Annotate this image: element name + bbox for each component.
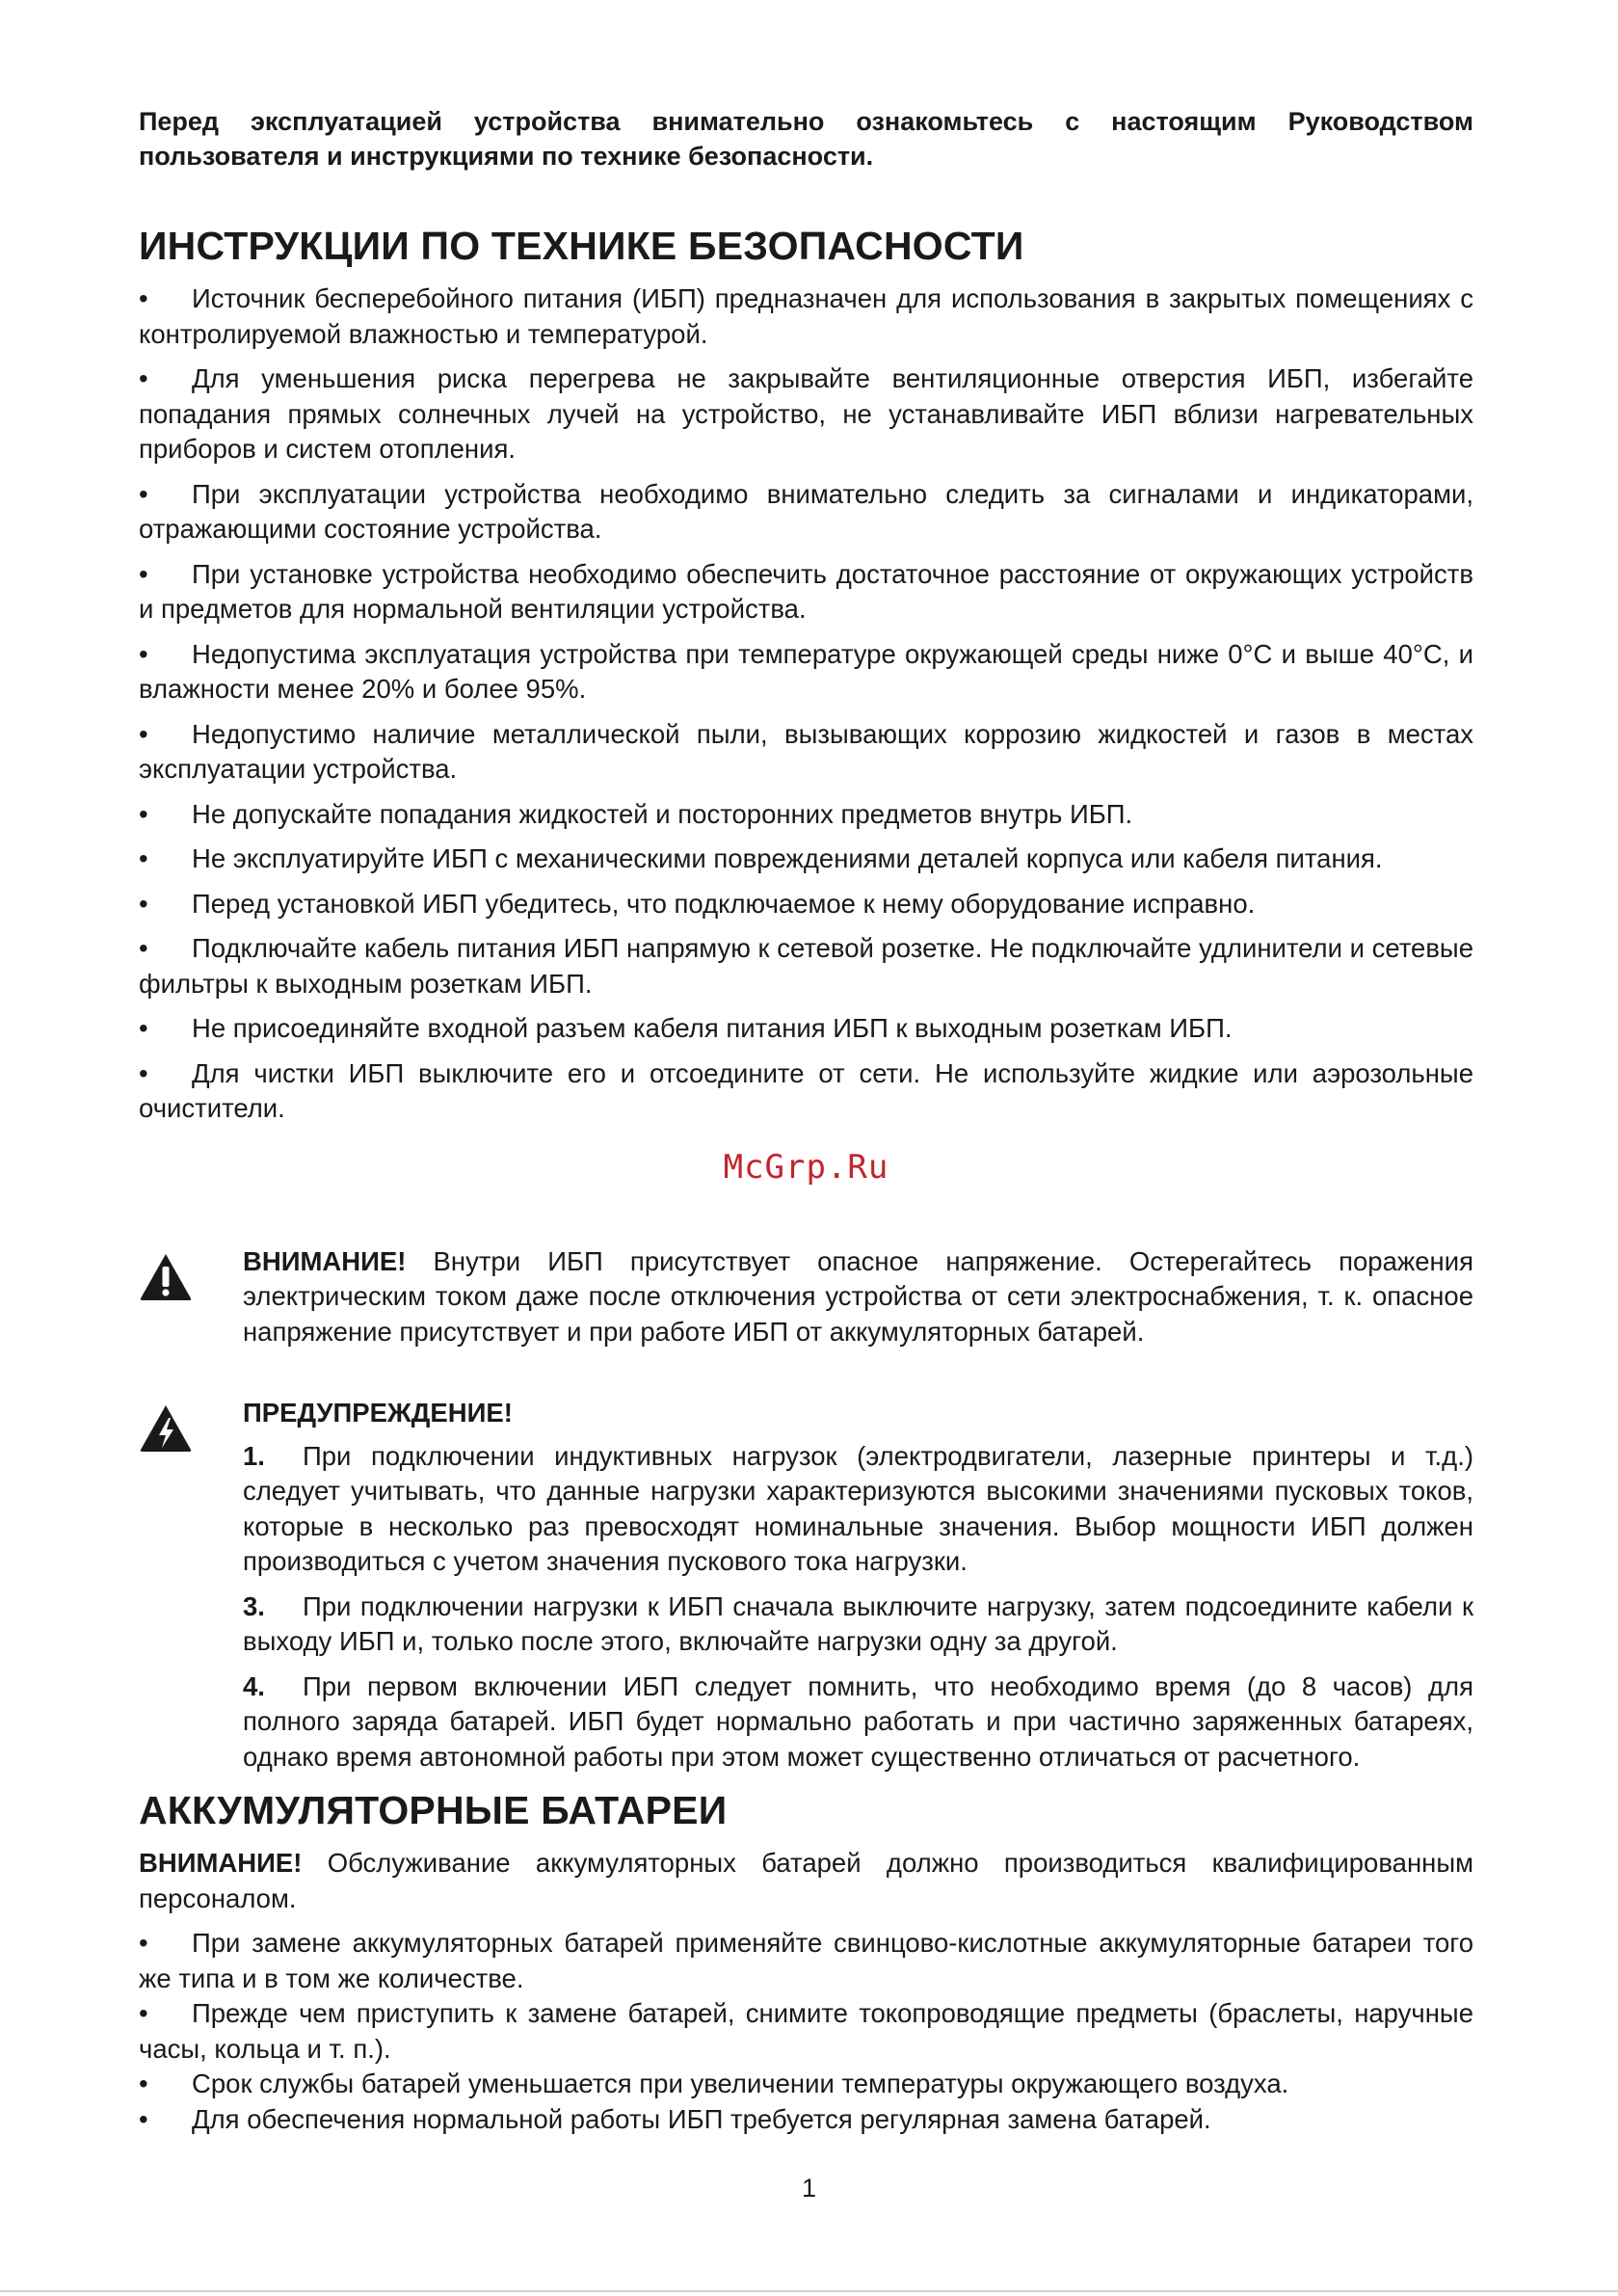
list-item: • Не присоединяйте входной разъем кабеля питания ИБП к выходным розеткам ИБП. (139, 1011, 1473, 1047)
bullet: • (139, 478, 148, 509)
bullet: • (139, 843, 148, 873)
list-item: • Не допускайте попадания жидкостей и посторонних предметов внутрь ИБП. (139, 797, 1473, 833)
list-item: • При замене аккумуляторных батарей применяйте свинцово-кислотные аккумуляторные батареи того же типа и в том же количестве. (139, 1928, 1473, 1993)
batteries-section (139, 1786, 1473, 2137)
list-item: • Прежде чем приступить к замене батарей, снимите токопроводящие предметы (браслеты, наручные часы, кольца и т. п.). (139, 1998, 1473, 2064)
watermark-link[interactable]: McGrp.Ru (723, 1147, 889, 1187)
bullet: • (139, 2103, 148, 2134)
warning-note (139, 1396, 1473, 1775)
numbered-item: 4. При первом включении ИБП следует помнить, что необходимо время (до 8 часов) для полного заряда батарей. ИБП будет нормально работать и при частично заряженных батареях, однако время автономной работы при этом может существенно отличаться от расчетного. (243, 1670, 1473, 1772)
list-item: • Для чистки ИБП выключите его и отсоедините от сети. Не используйте жидкие или аэрозольные очистители. (139, 1057, 1473, 1123)
high-voltage-icon (139, 1403, 193, 1454)
list-item: • Для обеспечения нормальной работы ИБП требуется регулярная замена батарей. (139, 2102, 1473, 2138)
list-item: • Источник бесперебойного питания (ИБП) предназначен для использования в закрытых помещениях с контролируемой влажностью и температурой. (139, 283, 1473, 349)
warning-title: ПРЕДУПРЕЖДЕНИЕ! (243, 1398, 513, 1428)
list-item: • Перед установкой ИБП убедитесь, что подключаемое к нему оборудование исправно. (139, 887, 1473, 922)
bullet: • (139, 283, 148, 313)
attention-note (139, 1244, 1473, 1350)
bullet: • (139, 718, 148, 749)
page-number: 1 (801, 2174, 817, 2203)
bullet: • (139, 1998, 148, 2028)
list-item: • При установке устройства необходимо обеспечить достаточное расстояние от окружающих устройств и предметов для нормальной вентиляции устройства. (139, 558, 1473, 624)
intro-paragraph: Перед эксплуатацией устройства внимательно ознакомьтесь с настоящим Руководством пользователя и инструкциями по технике безопасности. (139, 107, 1473, 171)
warning-exclamation-icon (139, 1252, 193, 1302)
bullet: • (139, 1013, 148, 1043)
safety-heading: ИНСТРУКЦИИ ПО ТЕХНИКЕ БЕЗОПАСНОСТИ (139, 224, 1024, 268)
attention-label: ВНИМАНИЕ! (243, 1245, 407, 1276)
attention-text: Внутри ИБП присутствует опасное напряжение. Остерегайтесь поражения электрическим током даже после отключения устройства от сети электроснабжения, т. к. опасное напряжение присутствует и при работе ИБП от аккумуляторных батарей. (243, 1245, 1473, 1347)
list-item: • Для уменьшения риска перегрева не закрывайте вентиляционные отверстия ИБП, избегайте попадания прямых солнечных лучей на устройство, не устанавливайте ИБП вблизи нагревательных приборов и систем отопления. (139, 363, 1473, 464)
bullet: • (139, 2069, 148, 2098)
bottom-rule (0, 2290, 1618, 2292)
bullet: • (139, 798, 148, 829)
list-item: • Срок службы батарей уменьшается при увеличении температуры окружающего воздуха. (139, 2067, 1473, 2102)
list-item: • Недопустимо наличие металлической пыли, вызывающих коррозию жидкостей и газов в местах эксплуатации устройства. (139, 718, 1473, 784)
list-item: • Недопустима эксплуатация устройства при температуре окружающей среды ниже 0°С и выше 40°С, и влажности менее 20% и более 95%. (139, 638, 1473, 704)
batteries-warning: ВНИМАНИЕ! Обслуживание аккумуляторных батарей должно производиться квалифицированным персоналом. (139, 1848, 1473, 1913)
bullet: • (139, 363, 148, 393)
batteries-heading: АККУМУЛЯТОРНЫЕ БАТАРЕИ (139, 1788, 728, 1832)
list-item: • Подключайте кабель питания ИБП напрямую к сетевой розетке. Не подключайте удлинители и сетевые фильтры к выходным розеткам ИБП. (139, 933, 1473, 999)
bullet: • (139, 933, 148, 963)
list-item: • Не эксплуатируйте ИБП с механическими повреждениями деталей корпуса или кабеля питания. (139, 841, 1473, 877)
bullet: • (139, 558, 148, 589)
numbered-item: 3. При подключении нагрузки к ИБП сначала выключите нагрузку, затем подсоедините кабели к выходу ИБП и, только после этого, включайте нагрузки одну за другой. (243, 1590, 1473, 1656)
list-item: • При эксплуатации устройства необходимо внимательно следить за сигналами и индикаторами, отражающими состояние устройства. (139, 478, 1473, 544)
bullet: • (139, 888, 148, 919)
numbered-item: 1. При подключении индуктивных нагрузок (электродвигатели, лазерные принтеры и т.д.) следует учитывать, что данные нагрузки характеризуются высокими значениями пусковых токов, которые в несколько раз превосходят номинальные значения. Выбор мощности ИБП должен производиться с учетом значения пускового тока нагрузки. (243, 1440, 1473, 1576)
bullet: • (139, 638, 148, 669)
batteries-list (139, 1926, 1473, 2137)
bullet: • (139, 1928, 148, 1958)
document-page (139, 104, 1473, 2137)
safety-list (139, 281, 1473, 1127)
bullet: • (139, 1057, 148, 1088)
